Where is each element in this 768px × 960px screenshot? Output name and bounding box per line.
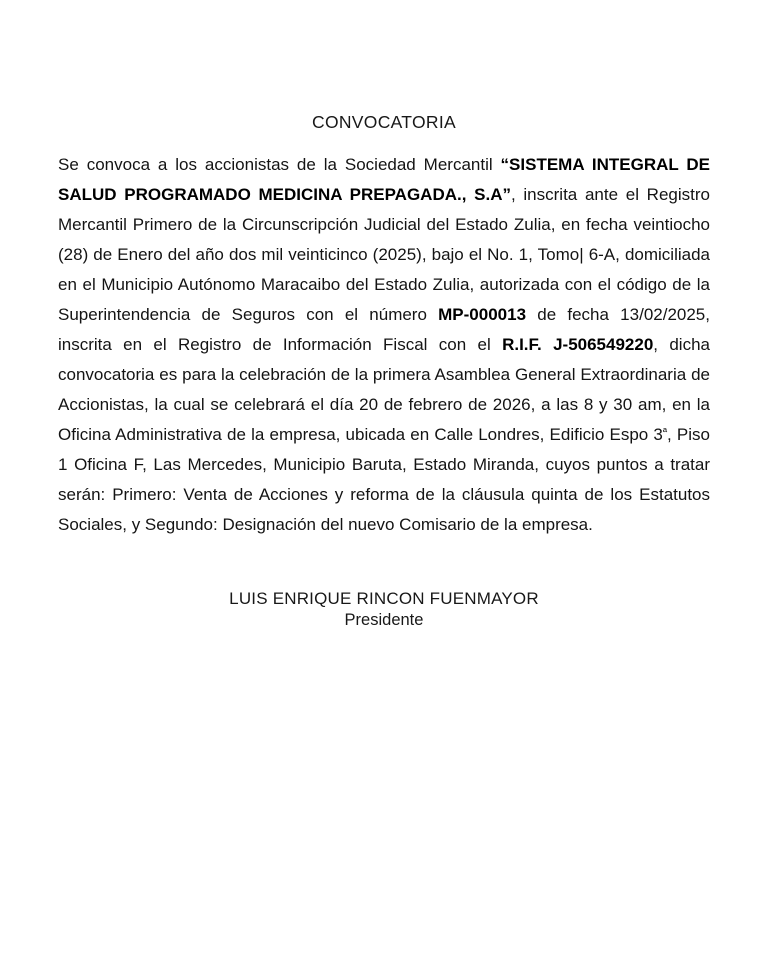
signatory-name: LUIS ENRIQUE RINCON FUENMAYOR — [229, 589, 539, 608]
signatory-role: Presidente — [344, 611, 424, 629]
page-title: CONVOCATORIA — [312, 112, 456, 132]
body-segment-fiscal: de fecha 13/02/2025, inscrita en el Registro de Información Fiscal con el — [58, 305, 710, 354]
ordinal-indicator: ª — [662, 426, 668, 439]
body-segment-registry: , inscrita ante el Registro Mercantil Primero de la Circunscripción Judicial del Estado Zulia, en fecha veintiocho (28) de Enero del año dos mil veinticinco (2025), bajo el No. 1, Tomo| 6-A, domiciliada en el Municipio Autónomo Maracaibo del Estado Zulia, autorizada con el código de la Superintendencia de Seguros con el número — [58, 185, 710, 324]
body-segment-agenda: , Piso 1 Oficina F, Las Mercedes, Municipio Baruta, Estado Miranda, cuyos puntos a tratar serán: Primero: Venta de Acciones y reforma de la cláusula quinta de los Estatutos Sociales, y Segundo: Designación del nuevo Comisario de la empresa. — [58, 425, 710, 534]
document-body — [58, 150, 710, 540]
insurance-code: MP-000013 — [438, 305, 527, 324]
rif-number: R.I.F. J-506549220 — [502, 335, 654, 354]
body-segment-assembly: , dicha convocatoria es para la celebración de la primera Asamblea General Extraordinaria de Accionistas, la cual se celebrará el día 20 de febrero de 2026, a las 8 y 30 am, en la Oficina Administrativa de la empresa, ubicada en Calle Londres, Edificio Espo 3 — [58, 335, 710, 444]
body-segment-intro: Se convoca a los accionistas de la Sociedad Mercantil — [58, 155, 501, 174]
company-name: “SISTEMA INTEGRAL DE SALUD PROGRAMADO MEDICINA PREPAGADA., S.A” — [58, 155, 710, 204]
convocatoria-paragraph — [58, 150, 710, 540]
signature-block — [0, 588, 768, 631]
